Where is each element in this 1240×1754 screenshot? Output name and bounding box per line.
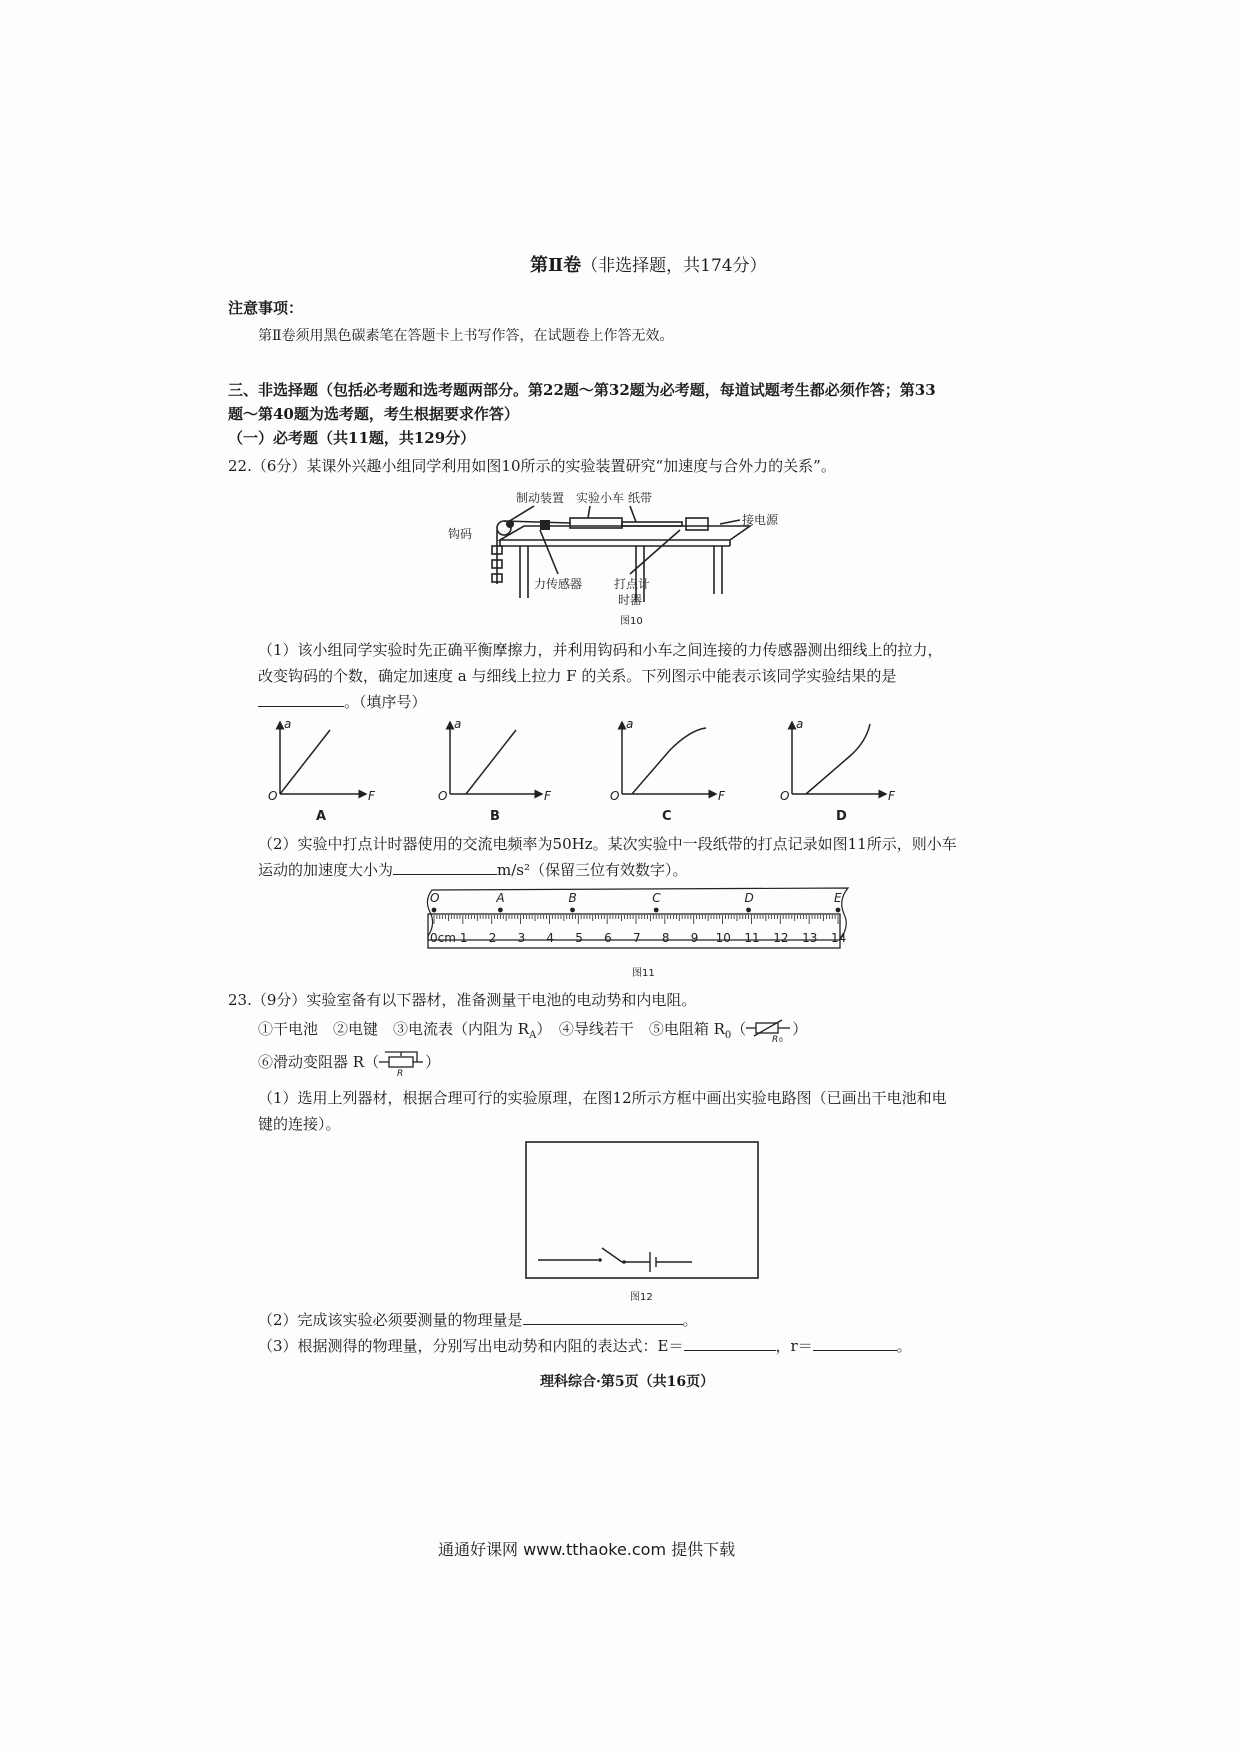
table-top	[500, 526, 750, 540]
fig10-label-weight: 钩码	[448, 527, 473, 541]
fig10-label-timer2: 时器	[618, 593, 643, 607]
q23-p2-text: （2）完成该实验必须要测量的物理量是	[258, 1311, 523, 1329]
resistor-box-symbol	[746, 1018, 792, 1045]
notice-text: 第Ⅱ卷须用黑色碳素笔在答题卡上书写作答，在试题卷上作答无效。	[258, 328, 674, 344]
section-title-sub: （非选择题，共174分）	[581, 256, 767, 276]
graph-B-line	[466, 730, 516, 794]
graph-C-F-label: F	[718, 789, 725, 803]
tape-point-label: D	[744, 891, 754, 905]
q23-ra-sub: A	[529, 1030, 537, 1041]
tape-point-label: C	[652, 891, 661, 905]
q23-items-c: （	[731, 1020, 747, 1038]
ruler-number: 10	[715, 931, 731, 945]
paper-tape	[622, 522, 682, 526]
section3-line1: 三、非选择题（包括必考题和选考题两部分。第22题～第32题为必考题，每道试题考生都必须作答；第33	[228, 381, 936, 399]
q23-p1-line2: 键的连接）。	[258, 1115, 341, 1133]
q22-stem: 22.（6分）某课外兴趣小组同学利用如图10所示的实验装置研究“加速度与合外力的关系”。	[228, 457, 836, 475]
q22-p2-unit: m/s²	[497, 861, 531, 879]
q23-p2-end: 。	[682, 1311, 698, 1329]
q23-p1-line1: （1）选用上列器材，根据合理可行的实验原理，在图12所示方框中画出实验电路图（已画出干电池和电	[258, 1089, 947, 1107]
graph-D-line	[806, 724, 870, 794]
graph-C-origin: O	[610, 789, 620, 803]
ruler-number: 6	[604, 931, 612, 945]
graph-option-A[interactable]: A	[316, 809, 327, 824]
tape-dot-C	[654, 908, 659, 913]
q23-p3-text: （3）根据测得的物理量，分别写出电动势和内阻的表达式：E＝	[258, 1337, 684, 1355]
q23-item6-end: ）	[425, 1053, 441, 1071]
answer-blank-23-r[interactable]	[813, 1336, 897, 1351]
page-footer: 理科综合·第5页（共16页）	[540, 1374, 715, 1390]
tape-dot-D	[746, 908, 751, 913]
q23-p3-mid: ，r＝	[775, 1337, 813, 1355]
ruler-number: 4	[546, 931, 555, 945]
answer-blank-22-2[interactable]	[393, 860, 497, 875]
source-watermark: 通通好课网 www.tthaoke.com 提供下载	[438, 1540, 736, 1559]
tape-dot-O	[432, 908, 437, 913]
ruler-number: 3	[517, 931, 526, 945]
answer-blank-22-1[interactable]	[258, 692, 344, 707]
ruler-number: 9	[690, 931, 699, 945]
ruler-number: 2	[488, 931, 497, 945]
q23-r0-sub: 0	[724, 1030, 732, 1041]
fig10-label-sensor: 力传感器	[534, 577, 583, 591]
brake-device	[506, 520, 514, 528]
circuit-drawing-area	[526, 1142, 758, 1278]
q23-p3-end: 。	[896, 1337, 912, 1355]
q22-p1-fill-hint: 。（填序号）	[344, 693, 427, 711]
section3-line2: 题～第40题为选考题，考生根据要求作答）	[228, 405, 519, 423]
graph-C-a-label: a	[626, 717, 634, 731]
section3-sub: （一）必考题（共11题，共129分）	[228, 429, 476, 447]
resistor-box-label: R	[772, 1035, 779, 1045]
q23-items-b: ） ④导线若干 ⑤电阻箱 R	[536, 1020, 725, 1038]
tape-point-label: A	[496, 891, 505, 905]
q22-p2-suffix: （保留三位有效数字）。	[530, 861, 688, 879]
fig12-caption: 图12	[630, 1292, 653, 1303]
switch-blade	[602, 1248, 622, 1262]
ruler-number: 8	[661, 931, 670, 945]
timer	[686, 518, 708, 530]
graph-B-origin: O	[438, 789, 448, 803]
fig11-caption: 图11	[632, 968, 655, 979]
notice-heading: 注意事项：	[228, 299, 304, 317]
graph-D-a-label: a	[796, 717, 804, 731]
tape-point-label: O	[430, 891, 440, 905]
fig10-label-power: 接电源	[742, 513, 779, 527]
q23-item6-text: ⑥滑动变阻器 R（	[258, 1053, 380, 1071]
graph-A-F-label: F	[368, 789, 375, 803]
tape-dot-B	[570, 908, 575, 913]
q23-items-line1	[258, 1018, 807, 1046]
answer-blank-23-E[interactable]	[684, 1336, 776, 1351]
switch-contact	[622, 1260, 626, 1264]
ruler-number: 11	[744, 931, 760, 945]
q22-p1-line3	[258, 692, 427, 712]
q23-items-d: ）	[792, 1020, 808, 1038]
q22-p2-line1: （2）实验中打点计时器使用的交流电频率为50Hz。某次实验中一段纸带的打点记录如图11所示，则小车	[258, 835, 957, 853]
q23-item6	[258, 1050, 441, 1079]
tape-point-label: B	[568, 891, 577, 905]
fig10-label-cart: 实验小车	[576, 491, 625, 505]
ruler-number: 13	[802, 931, 818, 945]
q22-p2-prefix: 运动的加速度大小为	[258, 861, 394, 879]
graph-A-a-label: a	[284, 717, 292, 731]
q22-p1-line2: 改变钩码的个数，确定加速度 a 与细线上拉力 F 的关系。下列图示中能表示该同学实验结果的是	[258, 667, 897, 685]
q22-p2-line2	[258, 860, 688, 880]
graph-C-line	[632, 728, 706, 794]
switch-pivot	[598, 1258, 602, 1262]
graph-D-origin: O	[780, 789, 790, 803]
ruler-number: 0cm	[430, 931, 456, 945]
answer-blank-23-2[interactable]	[523, 1310, 683, 1325]
tape-dot-E	[836, 908, 841, 913]
ruler-number: 7	[633, 931, 641, 945]
force-sensor	[540, 520, 550, 530]
section-title	[530, 256, 767, 276]
figure-12[interactable]	[524, 1140, 764, 1282]
fig10-label-timer1: 打点计	[614, 577, 651, 591]
graph-option-C[interactable]: C	[662, 809, 672, 824]
graph-A-line	[280, 730, 330, 794]
q23-p3	[258, 1336, 912, 1356]
ruler-number: 14	[831, 931, 847, 945]
figure-10	[448, 480, 780, 620]
q23-stem: 23.（9分）实验室备有以下器材，准备测量干电池的电动势和内电阻。	[228, 991, 697, 1009]
tape-point-label: E	[834, 891, 842, 905]
graph-A-origin: O	[268, 789, 278, 803]
fig10-label-tape: 纸带	[628, 491, 653, 505]
ruler-number: 12	[773, 931, 789, 945]
ruler-number: 5	[575, 931, 583, 945]
fig10-label-brake: 制动装置	[516, 491, 565, 505]
graph-option-B[interactable]: B	[490, 809, 500, 824]
rheostat-label: R	[397, 1069, 404, 1079]
graphs-aF	[270, 716, 1010, 826]
fig10-caption: 图10	[620, 616, 643, 627]
q23-items-a: ①干电池 ②电键 ③电流表（内阻为 R	[258, 1020, 530, 1038]
string	[504, 521, 570, 523]
tape-dot-A	[498, 908, 503, 913]
q23-p2	[258, 1310, 698, 1330]
figure-11	[420, 884, 860, 962]
rheostat-symbol	[379, 1050, 425, 1079]
ruler-number: 1	[459, 931, 468, 945]
section-title-main: 第Ⅱ卷	[530, 255, 582, 276]
graph-option-D[interactable]: D	[836, 809, 847, 824]
graph-B-F-label: F	[544, 789, 551, 803]
graph-D-F-label: F	[888, 789, 895, 803]
resistor-box-label-sub: 0	[779, 1037, 784, 1044]
q22-p1-line1: （1）该小组同学实验时先正确平衡摩擦力，并利用钩码和小车之间连接的力传感器测出细线上的拉力，	[258, 641, 943, 659]
graph-B-a-label: a	[454, 717, 462, 731]
